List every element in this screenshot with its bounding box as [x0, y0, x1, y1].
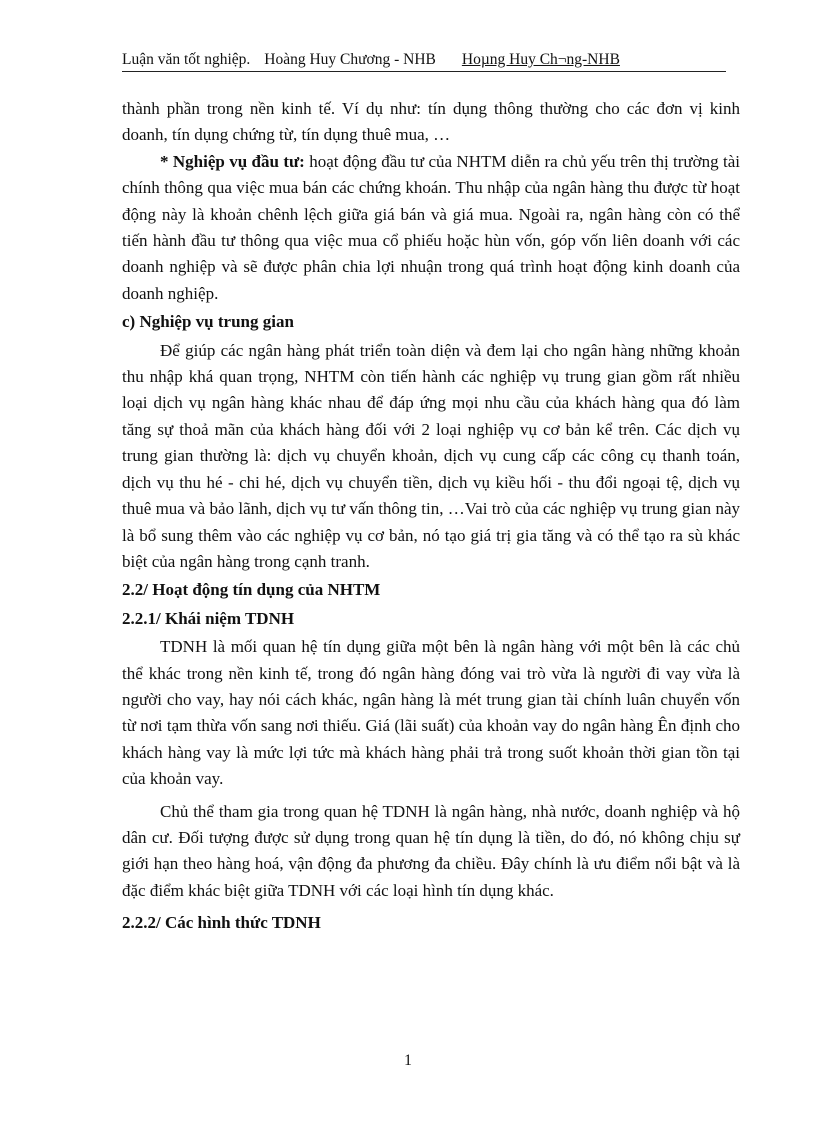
heading-c: c) Nghiệp vụ trung gian [122, 312, 294, 332]
paragraph-investment [122, 149, 740, 307]
header-author: Hoàng Huy Chương - NHB [264, 51, 436, 68]
paragraph-intermediary: Để giúp các ngân hàng phát triển toàn diện và đem lại cho ngân hàng những khoản thu nhập khá quan trọng, NHTM còn tiến hành các nghiệp vụ trung gian gồm rất nhiều loại dịch vụ ngân hàng khác nhau để đáp ứng mọi nhu cầu của khách hàng qua đó làm tăng sự thoả mãn của khách hàng đối với 2 loại nghiệp vụ cơ bản kể trên. Các dịch vụ trung gian thường là: dịch vụ chuyển khoản, dịch vụ cung cấp các công cụ thanh toán, dịch vụ thu hé - chi hé, dịch vụ chuyển tiền, dịch vụ kiều hối - thu đổi ngoại tệ, dịch vụ thuê mua và bảo lãnh, dịch vụ tư vấn thông tin, …Vai trò của các nghiệp vụ trung gian này là bổ sung thêm vào các nghiệp vụ cơ bản, nó tạo giá trị gia tăng và có thể tạo ra sù khác biệt của ngân hàng trong cạnh tranh. [122, 340, 740, 571]
heading-2-2: 2.2/ Hoạt động tín dụng của NHTM [122, 580, 381, 600]
investment-label: * Nghiệp vụ đầu tư: [160, 151, 305, 171]
running-header [122, 50, 726, 72]
document-body [122, 96, 740, 939]
heading-2-2-2: 2.2.2/ Các hình thức TDNH [122, 913, 321, 933]
page-number: 1 [404, 1052, 412, 1069]
heading-2-2-1: 2.2.1/ Khái niệm TDNH [122, 608, 295, 628]
paragraph-tdnh-subjects: Chủ thể tham gia trong quan hệ TDNH là ngân hàng, nhà nước, doanh nghiệp và hộ dân cư. Đối tượng được sử dụng trong quan hệ tín dụng là tiền, do đó, nó không chịu sự giới hạn theo hàng hoá, vận động đa phương đa chiều. Đây chính là ưu điểm nổi bật và là đặc điểm khác biệt giữa TDNH với các loại hình tín dụng khác. [122, 801, 740, 900]
investment-text: hoạt động đầu tư của NHTM diễn ra chủ yếu trên thị trường tài chính thông qua việc mua bán các chứng khoán. Thu nhập của ngân hàng thu được từ hoạt động này là khoản chênh lệch giữa giá bán và giá mua. Ngoài ra, ngân hàng còn có thể tiến hành đầu tư thông qua việc mua cổ phiếu hoặc hùn vốn, góp vốn liên doanh với các doanh nghiệp và sẽ được phân chia lợi nhuận trong quá trình hoạt động kinh doanh của doanh nghiệp. [122, 151, 740, 303]
paragraph-1: thành phần trong nền kinh tế. Ví dụ như: tín dụng thông thường cho các đơn vị kinh doanh, tín dụng chứng từ, tín dụng thuê mua, … [122, 99, 740, 145]
header-title: Luận văn tốt nghiệp. [122, 51, 251, 68]
header-author-garbled: Hoµng Huy Ch¬ng-NHB [461, 51, 620, 68]
paragraph-tdnh-concept: TDNH là mối quan hệ tín dụng giữa một bên là ngân hàng với một bên là các chủ thể khác trong nền kinh tế, trong đó ngân hàng đóng vai trò vừa là người đi vay vừa là người cho vay, hay nói cách khác, ngân hàng là mét trung gian tài chính luân chuyển vốn từ nơi tạm thừa vốn sang nơi thiếu. Giá (lãi suất) của khoản vay do ngân hàng Ên định cho khách hàng vay là mức lợi tức mà khách hàng phải trả trong suốt khoản thời gian tồn tại của khoản vay. [122, 637, 740, 789]
